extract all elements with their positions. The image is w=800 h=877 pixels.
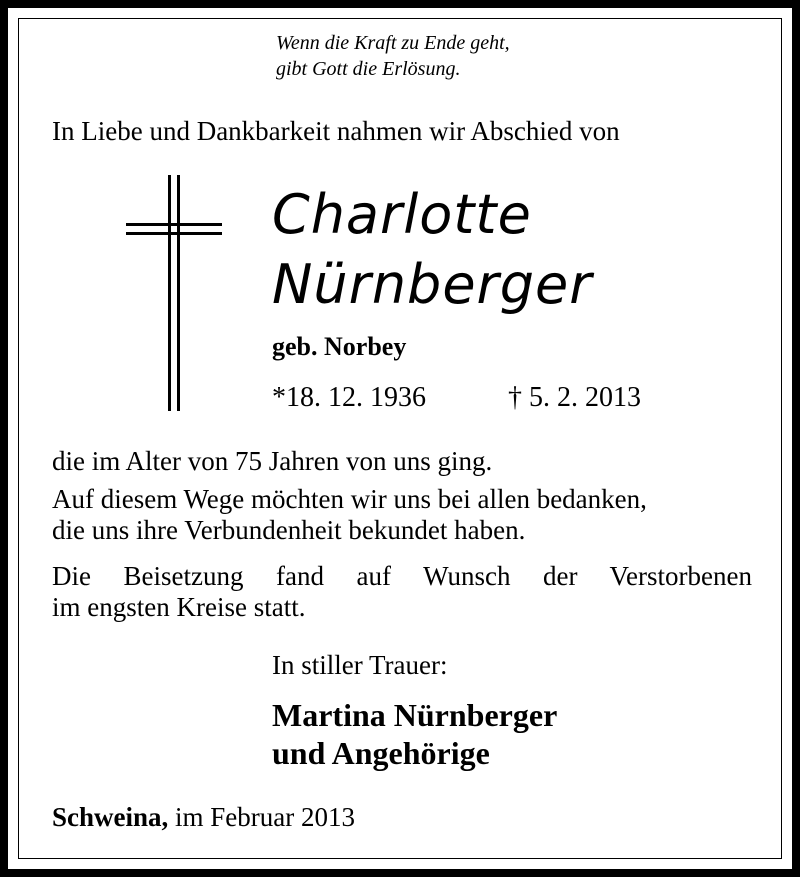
mourner-line-1: Martina Nürnberger	[272, 697, 558, 733]
maiden-name: geb. Norbey	[272, 332, 407, 361]
mourners-intro: In stiller Trauer:	[272, 650, 448, 680]
motto-line-1: Wenn die Kraft zu Ende geht,	[276, 32, 510, 54]
date-text: im Februar 2013	[175, 802, 356, 832]
first-name: Charlotte	[272, 183, 532, 246]
age-line: die im Alter von 75 Jahren von uns ging.	[52, 446, 493, 476]
intro-text: In Liebe und Dankbarkeit nahmen wir Abschied von	[52, 116, 620, 146]
burial-line-2: im engsten Kreise statt.	[52, 592, 306, 622]
cross-icon	[120, 175, 228, 411]
birth-date: *18. 12. 1936	[272, 382, 426, 413]
burial-paragraph	[52, 561, 752, 623]
last-name: Nürnberger	[272, 253, 593, 316]
motto-line-2: gibt Gott die Erlösung.	[276, 58, 461, 80]
death-date: † 5. 2. 2013	[508, 382, 641, 413]
mourners-names	[272, 696, 557, 772]
thanks-line-1: Auf diesem Wege möchten wir uns bei allen bedanken,	[52, 484, 647, 514]
life-dates	[272, 380, 692, 416]
mourner-line-2: und Angehörige	[272, 735, 490, 771]
deceased-name	[272, 180, 732, 320]
place-name: Schweina,	[52, 802, 169, 832]
burial-line-1: Die Beisetzung fand auf Wunsch der Verstorbenen	[52, 561, 752, 591]
thanks-line-2: die uns ihre Verbundenheit bekundet haben.	[52, 515, 526, 545]
place-date	[52, 800, 355, 834]
motto	[276, 30, 606, 82]
thanks-paragraph	[52, 484, 752, 546]
